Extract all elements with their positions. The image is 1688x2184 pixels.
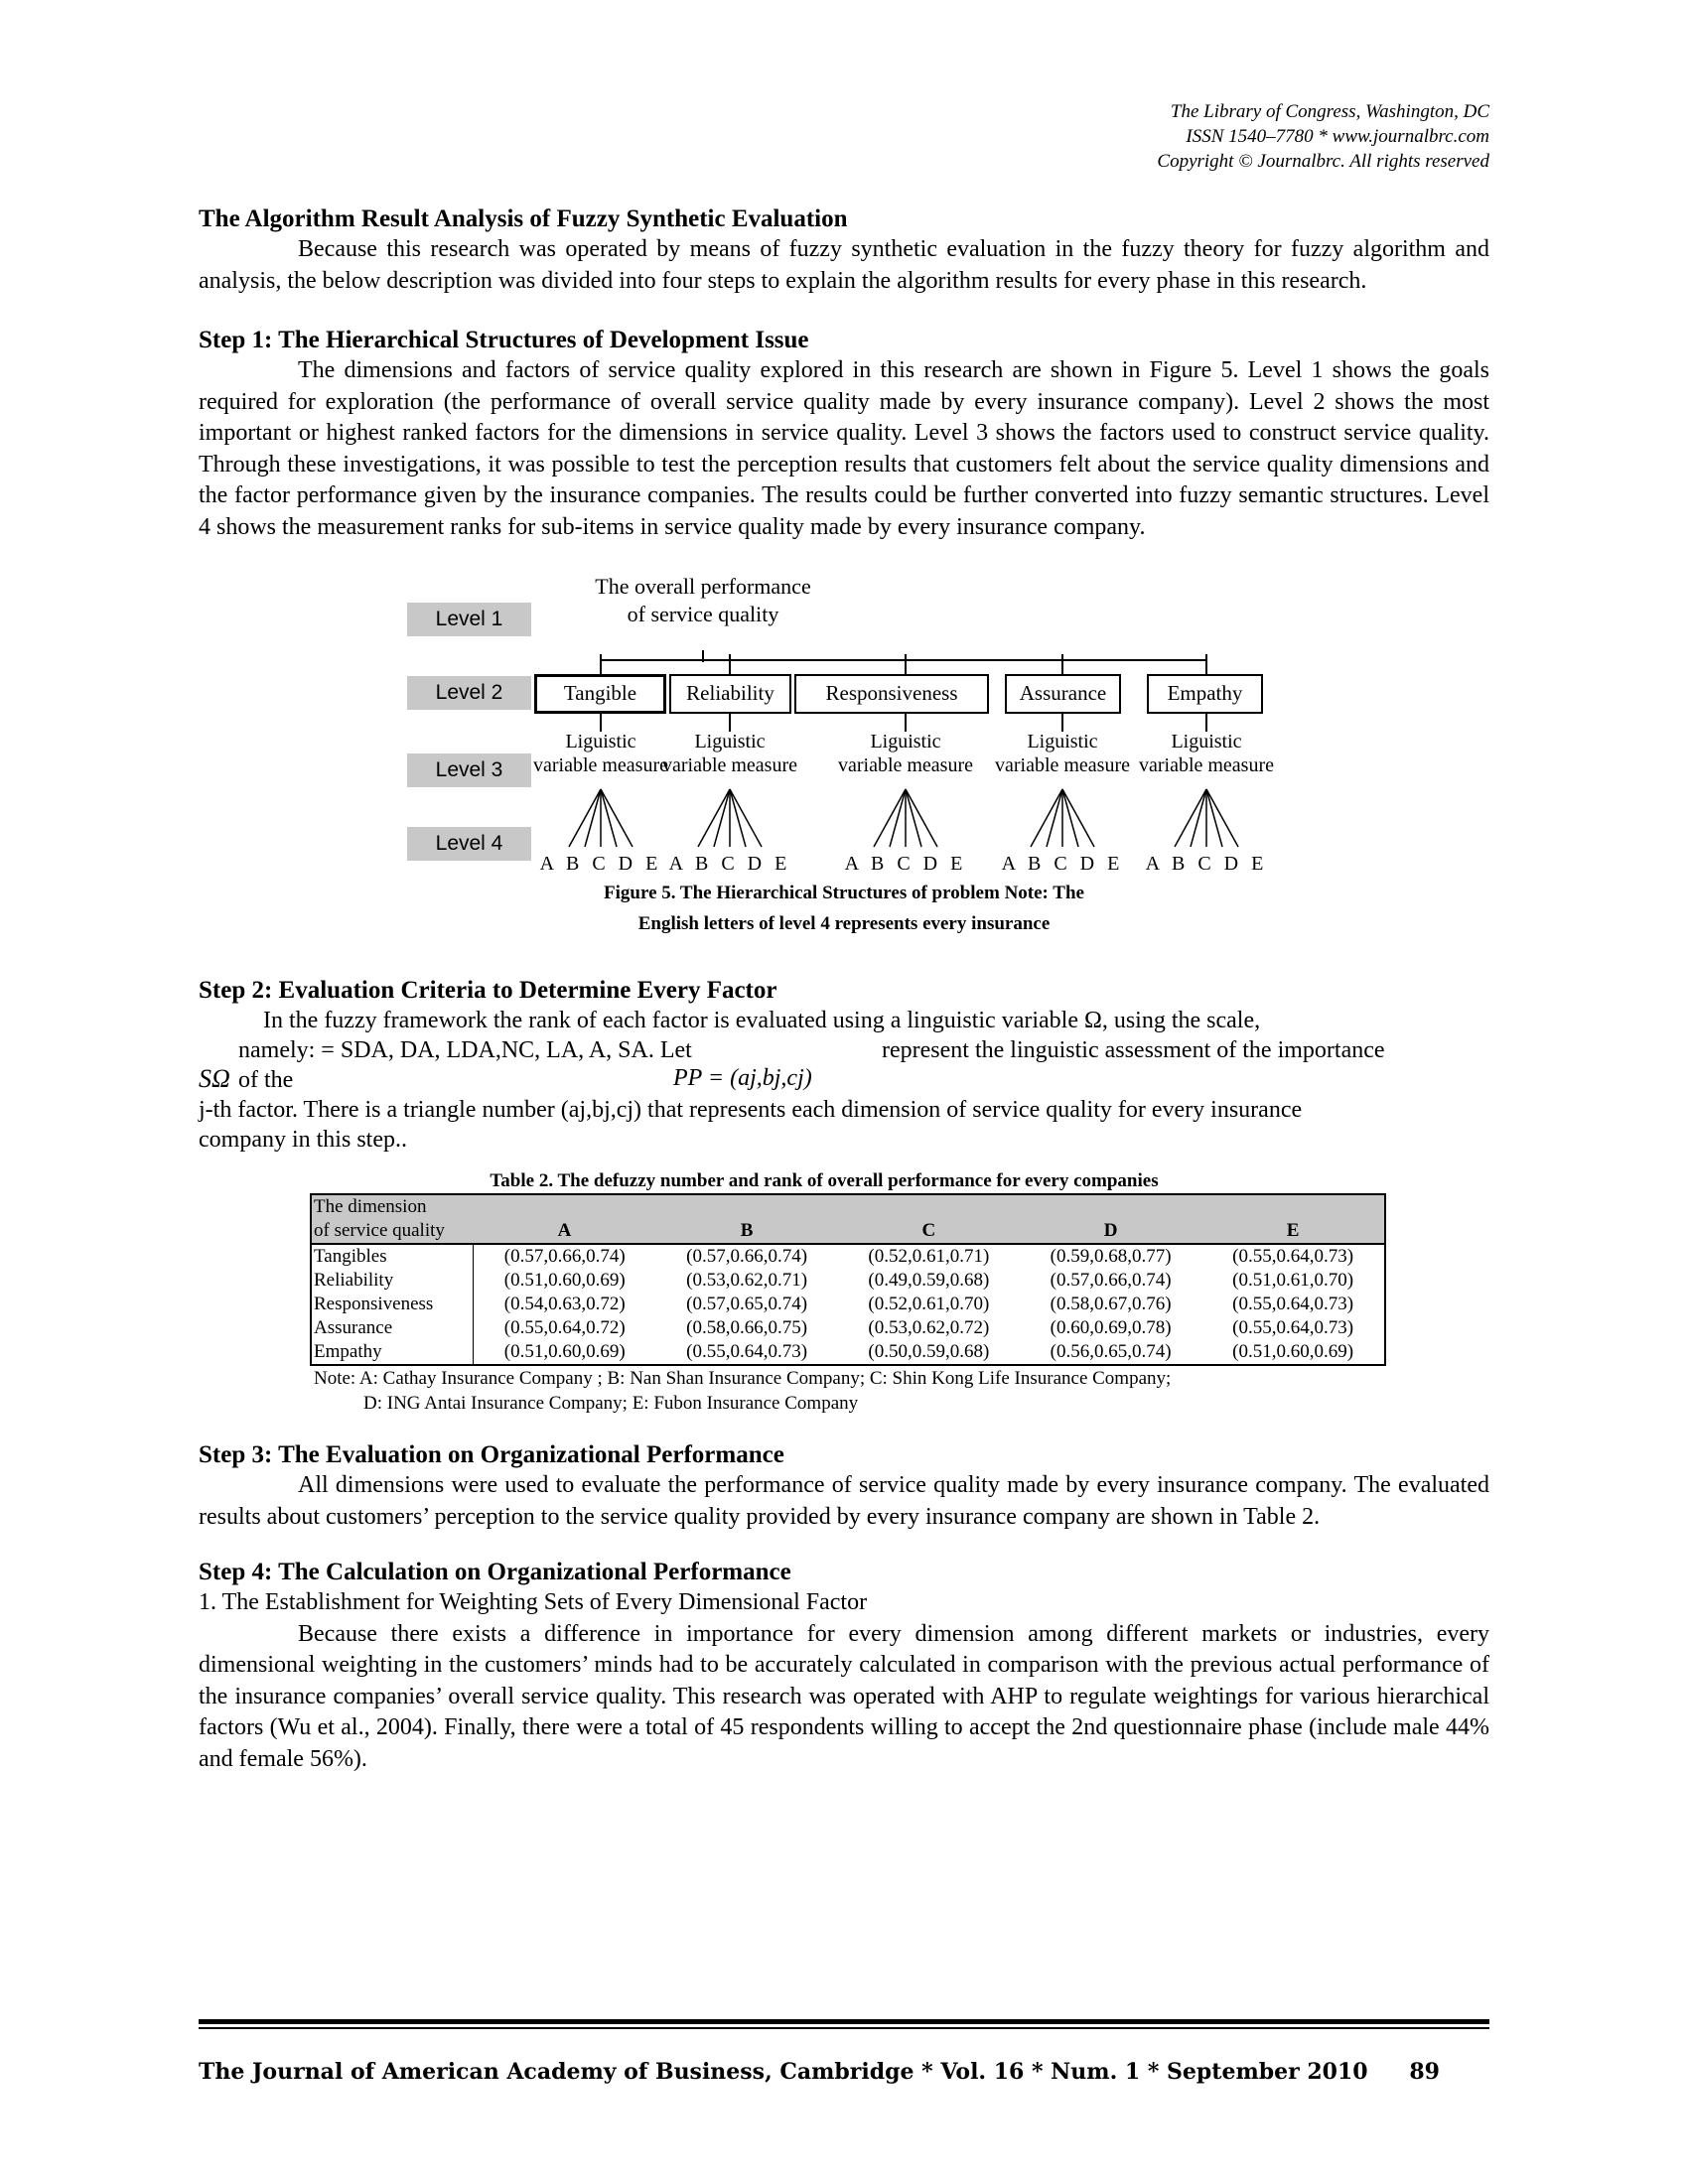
table-header-col: E [1286, 1220, 1300, 1241]
fan-line [569, 789, 601, 847]
table-cell: (0.57,0.66,0.74) [686, 1246, 808, 1267]
figure-caption-line-1: Figure 5. The Hierarchical Structures of problem Note: The [604, 883, 1084, 903]
fan-line [1047, 789, 1062, 847]
linguistic-node: Liguistic variable measure [837, 731, 974, 776]
table-header-col: B [740, 1220, 754, 1241]
page-footer [199, 2059, 1489, 2085]
step1-paragraph: The dimensions and factors of service quality explored in this research are shown in Figure 5. Level 1 shows the goals required for exploration (the performance of overall service quality made by every insurance company). Level 2 shows the most important or highest ranked factors for the dimensions in service quality. Level 3 shows the factors used to construct service quality. Through these investigations, it was possible to test the perception results that customers felt about the service quality dimensions and the factor performance given by the insurance companies. The results could be further converted into fuzzy semantic structures. Level 4 shows the measurement ranks for sub-items in service quality made by every insurance company. [199, 357, 1489, 540]
fan-line [714, 789, 730, 847]
fan-line [1062, 789, 1078, 847]
table-cell: (0.51,0.60,0.69) [503, 1270, 626, 1291]
step3-title: Step 3: The Evaluation on Organizational Performance [199, 1441, 784, 1468]
dimension-responsiveness: Responsiveness [794, 674, 989, 714]
header-line-1: The dimension [314, 1196, 427, 1217]
table-row [311, 1340, 1385, 1365]
table-row [311, 1293, 1385, 1316]
table-note [314, 1366, 1489, 1416]
step2-line-2a: namely: = SDA, DA, LDA,NC, LA, A, SA. Let [238, 1037, 692, 1063]
table-header-col: D [1103, 1220, 1118, 1241]
fan-line [874, 789, 906, 847]
table-cell: (0.56,0.65,0.74) [1050, 1341, 1172, 1362]
company-letters: A B C D E [668, 853, 791, 875]
fan-line [730, 789, 762, 847]
header-line-2: ISSN 1540–7780 * www.journalbrc.com [1186, 126, 1489, 147]
step3-paragraph: All dimensions were used to evaluate the performance of service quality made by every insurance company. The evaluated results about customers’ perception to the service quality provided by every insurance company are shown in Table 2. [199, 1472, 1489, 1530]
step2-line-5: company in this step.. [199, 1127, 407, 1153]
table-cell: (0.55,0.64,0.73) [1232, 1317, 1354, 1338]
fan-line [1191, 789, 1206, 847]
table-cell: (0.58,0.67,0.76) [1050, 1294, 1172, 1314]
section-paragraph: Because this research was operated by means of fuzzy synthetic evaluation in the fuzzy theory for fuzzy algorithm and analysis, the below description was divided into four steps to explain the algorithm results for every phase in this research. [199, 236, 1489, 294]
company-letters: A B C D E [539, 853, 662, 875]
fan-line [1206, 789, 1222, 847]
linguistic-node: Liguistic variable measure [661, 731, 798, 776]
fan-line [730, 789, 746, 847]
section-title: The Algorithm Result Analysis of Fuzzy Synthetic Evaluation [199, 205, 848, 232]
table-row [311, 1269, 1385, 1293]
figure-caption-line-2: English letters of level 4 represents every insurance [637, 913, 1051, 934]
step2-line-2b: represent the linguistic assessment of the importance [882, 1037, 1385, 1063]
table-cell: (0.57,0.66,0.74) [503, 1246, 626, 1267]
step2-line-3a: of the [238, 1067, 294, 1093]
hierarchy-connectors [199, 573, 1489, 871]
table-row [311, 1316, 1385, 1340]
fan-line [890, 789, 906, 847]
journal-citation: The Journal of American Academy of Business, Cambridge * Vol. 16 * Num. 1 * September 2010 [199, 2059, 1368, 2085]
linguistic-node: Liguistic variable measure [1138, 731, 1275, 776]
table-cell: (0.53,0.62,0.72) [868, 1317, 990, 1338]
step2-line-1: In the fuzzy framework the rank of each factor is evaluated using a linguistic variable Ω, using the scale, [263, 1008, 1261, 1033]
step4-title: Step 4: The Calculation on Organizational Performance [199, 1559, 791, 1585]
dimension-reliability: Reliability [669, 674, 791, 714]
table-cell: (0.58,0.66,0.75) [686, 1317, 808, 1338]
fan-line [601, 789, 617, 847]
step2-paragraph [199, 1006, 1489, 1153]
hierarchy-figure [199, 573, 1489, 955]
header-line-1: The Library of Congress, Washington, DC [1170, 101, 1489, 122]
linguistic-node: Liguistic variable measure [994, 731, 1131, 776]
footer-rule [199, 2027, 1489, 2029]
fan-line [698, 789, 730, 847]
table-header-col: C [921, 1220, 936, 1241]
row-label: Reliability [311, 1269, 474, 1293]
root-node: The overall performance of service quality [595, 574, 811, 626]
fan-line [906, 789, 937, 847]
table-cell: (0.55,0.64,0.73) [1232, 1246, 1354, 1267]
data-table [310, 1193, 1386, 1366]
row-label: Tangibles [311, 1244, 474, 1269]
level-1-label: Level 1 [407, 603, 531, 636]
table-cell: (0.51,0.61,0.70) [1232, 1270, 1354, 1291]
table-cell: (0.52,0.61,0.71) [868, 1246, 990, 1267]
level-2-label: Level 2 [407, 676, 531, 710]
table-cell: (0.52,0.61,0.70) [868, 1294, 990, 1314]
table-cell: (0.60,0.69,0.78) [1050, 1317, 1172, 1338]
table-cell: (0.55,0.64,0.73) [686, 1341, 808, 1362]
article-body [199, 204, 1489, 1775]
table-cell: (0.54,0.63,0.72) [503, 1294, 626, 1314]
row-label: Assurance [311, 1316, 474, 1340]
table-cell: (0.51,0.60,0.69) [1232, 1341, 1354, 1362]
table-note-line-2: D: ING Antai Insurance Company; E: Fubon Insurance Company [363, 1393, 859, 1414]
linguistic-symbol: SΩ [199, 1064, 230, 1093]
header-line-2: of service quality [314, 1220, 445, 1241]
step1-title: Step 1: The Hierarchical Structures of Development Issue [199, 327, 809, 353]
table-cell: (0.53,0.62,0.71) [686, 1270, 808, 1291]
level-4-label: Level 4 [407, 827, 531, 861]
company-letters: A B C D E [1145, 853, 1268, 875]
table-cell: (0.55,0.64,0.72) [503, 1317, 626, 1338]
dimension-assurance: Assurance [1005, 674, 1121, 714]
page-header [1157, 99, 1489, 174]
header-line-3: Copyright © Journalbrc. All rights reserved [1157, 151, 1489, 172]
dimension-empathy: Empathy [1147, 674, 1263, 714]
figure-caption [496, 878, 1192, 939]
fan-line [906, 789, 921, 847]
company-letters: A B C D E [1001, 853, 1124, 875]
row-label: Empathy [311, 1340, 474, 1365]
fan-line [1031, 789, 1062, 847]
step4-subtitle: 1. The Establishment for Weighting Sets of Every Dimensional Factor [199, 1589, 868, 1615]
step4-paragraph: Because there exists a difference in importance for every dimension among different markets or industries, every dimensional weighting in the customers’ minds had to be accurately calculated in comparison with the previous actual performance of the insurance companies’ overall service quality. This research was operated with AHP to regulate weightings for various hierarchical factors (Wu et al., 2004). Finally, there were a total of 45 respondents willing to accept the 2nd questionnaire phase (include male 44% and female 56%). [199, 1620, 1489, 1772]
fan-line [601, 789, 633, 847]
company-letters: A B C D E [844, 853, 967, 875]
table-cell: (0.51,0.60,0.69) [503, 1341, 626, 1362]
dimension-tangible: Tangible [534, 674, 666, 714]
linguistic-node: Liguistic variable measure [532, 731, 669, 776]
table-cell: (0.50,0.59,0.68) [868, 1341, 990, 1362]
table-2 [199, 1169, 1489, 1416]
table-header-col: A [557, 1220, 572, 1241]
table-title: Table 2. The defuzzy number and rank of overall performance for every companies [490, 1170, 1159, 1191]
page-number: 89 [1409, 2059, 1440, 2085]
table-cell: (0.57,0.66,0.74) [1050, 1270, 1172, 1291]
table-header-dimension [311, 1194, 474, 1244]
fan-line [585, 789, 601, 847]
table-note-line-1: Note: A: Cathay Insurance Company ; B: Nan Shan Insurance Company; C: Shin Kong Life Insurance Company; [314, 1368, 1172, 1389]
table-cell: (0.59,0.68,0.77) [1050, 1246, 1172, 1267]
fan-line [1062, 789, 1094, 847]
row-label: Responsiveness [311, 1293, 474, 1316]
fan-line [1206, 789, 1238, 847]
footer-rule [199, 2019, 1489, 2024]
fan-line [1175, 789, 1206, 847]
level-3-label: Level 3 [407, 753, 531, 787]
step2-line-4: j-th factor. There is a triangle number (aj,bj,cj) that represents each dimension of service quality for every insurance [199, 1097, 1303, 1123]
step2-title: Step 2: Evaluation Criteria to Determine Every Factor [199, 977, 777, 1004]
formula: PP = (aj,bj,cj) [673, 1065, 812, 1091]
table-cell: (0.55,0.64,0.73) [1232, 1294, 1354, 1314]
table-cell: (0.57,0.65,0.74) [686, 1294, 808, 1314]
table-cell: (0.49,0.59,0.68) [868, 1270, 990, 1291]
table-row [311, 1244, 1385, 1269]
